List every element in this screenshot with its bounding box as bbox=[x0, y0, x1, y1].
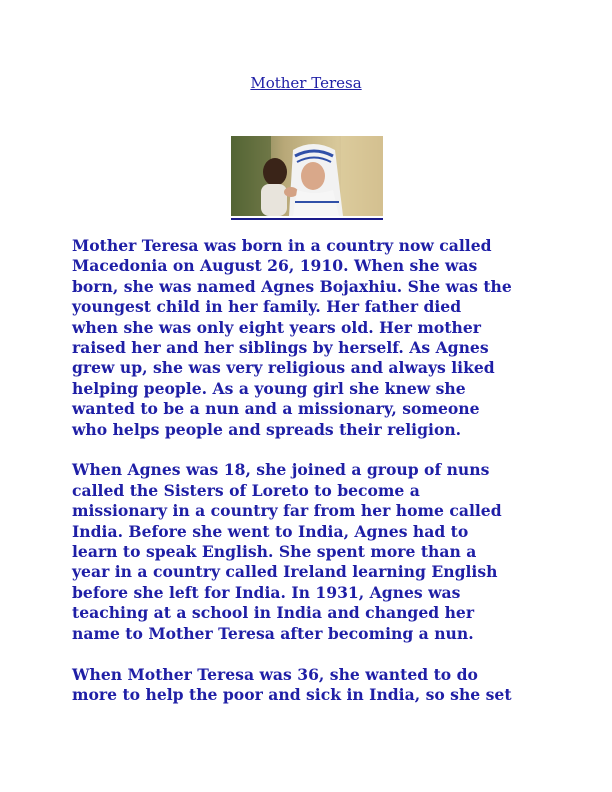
text-line: who helps people and spreads their religion. bbox=[72, 419, 462, 439]
body-text bbox=[72, 236, 552, 726]
text-line: India. Before she went to India, Agnes had to bbox=[72, 521, 469, 541]
text-line: When Agnes was 18, she joined a group of nuns bbox=[72, 460, 490, 480]
text-line: teaching at a school in India and changed her bbox=[72, 603, 475, 623]
text-line: name to Mother Teresa after becoming a nun. bbox=[72, 623, 474, 643]
page-title: Mother Teresa bbox=[250, 74, 362, 92]
text-line: helping people. As a young girl she knew she bbox=[72, 378, 466, 398]
text-line: before she left for India. In 1931, Agnes was bbox=[72, 582, 461, 602]
paragraph-3 bbox=[72, 665, 552, 706]
text-line: grew up, she was very religious and always liked bbox=[72, 358, 495, 378]
text-line: born, she was named Agnes Bojaxhiu. She was the bbox=[72, 276, 512, 296]
text-line: When Mother Teresa was 36, she wanted to do bbox=[72, 664, 478, 684]
text-line: when she was only eight years old. Her mother bbox=[72, 317, 481, 337]
text-line: youngest child in her family. Her father died bbox=[72, 297, 462, 317]
paragraph-1 bbox=[72, 236, 552, 440]
photo-frame bbox=[231, 136, 383, 220]
text-line: year in a country called Ireland learning English bbox=[72, 562, 498, 582]
text-line: called the Sisters of Loreto to become a bbox=[72, 480, 420, 500]
mother-teresa-photo bbox=[231, 136, 383, 216]
text-line: Macedonia on August 26, 1910. When she was bbox=[72, 256, 478, 276]
text-line: missionary in a country far from her home called bbox=[72, 501, 502, 521]
text-line: wanted to be a nun and a missionary, someone bbox=[72, 399, 480, 419]
text-line: learn to speak English. She spent more than a bbox=[72, 542, 477, 562]
text-line: more to help the poor and sick in India, so she set bbox=[72, 684, 512, 704]
paragraph-2 bbox=[72, 460, 552, 644]
text-line: Mother Teresa was born in a country now called bbox=[72, 236, 492, 255]
text-line: raised her and her siblings by herself. As Agnes bbox=[72, 338, 489, 358]
